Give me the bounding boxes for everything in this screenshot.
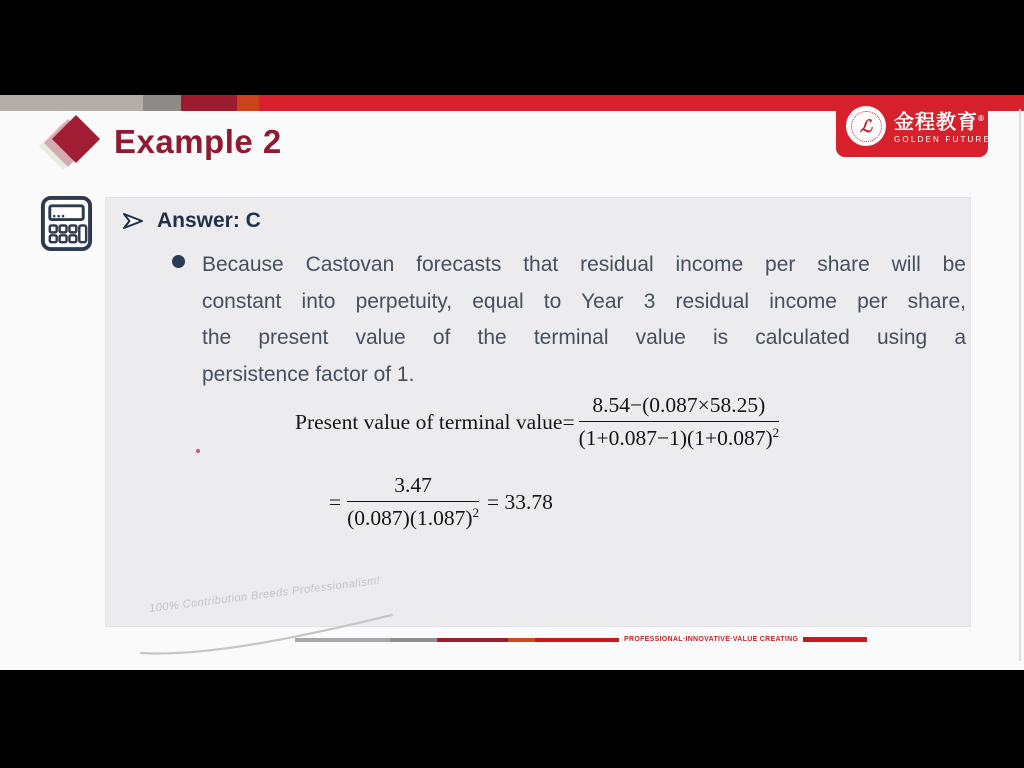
answer-label: Answer: C	[157, 209, 261, 232]
paragraph-line: the present value of the terminal value is calculated using a	[202, 326, 966, 349]
footer-seg-dkgray	[390, 638, 437, 642]
footer-seg-red	[535, 638, 619, 642]
arrow-bullet-icon	[121, 209, 145, 233]
paragraph-line: persistence factor of 1.	[202, 362, 415, 386]
page-title: Example 2	[114, 123, 282, 160]
formula2-fraction	[347, 473, 479, 531]
formula2-equals: =	[329, 489, 342, 514]
paragraph-line: constant into perpetuity, equal to Year 3 residual income per share,	[202, 289, 966, 313]
bar-segment-gray	[143, 95, 181, 111]
calculator-icon	[38, 195, 95, 252]
answer-row	[121, 209, 261, 233]
logo-seal-ring	[851, 111, 882, 142]
bullet-dot-icon	[172, 255, 185, 268]
formula-line-2	[329, 473, 553, 531]
bar-segment-maroon	[181, 95, 237, 111]
footer-decorative-bar	[295, 636, 867, 643]
formula2-denominator-base: (0.087)(1.087)	[347, 506, 473, 531]
explanation-paragraph	[202, 247, 966, 393]
bar-segment-orange	[237, 95, 259, 111]
footer-seg-gray	[295, 638, 390, 642]
formula2-numerator: 3.47	[347, 473, 479, 502]
registered-trademark-mark: ®	[978, 113, 985, 123]
title-row	[44, 113, 282, 171]
watermark-swoosh-line	[136, 611, 398, 657]
footer-end-bar	[803, 637, 867, 642]
presentation-slide	[0, 95, 1024, 670]
formula1-denominator-base: (1+0.087−1)(1+0.087)	[578, 426, 773, 451]
footer-seg-maroon	[437, 638, 508, 642]
formula1-denominator	[579, 422, 780, 451]
formula2-denominator	[347, 502, 479, 531]
formula2-denominator-exponent: 2	[472, 505, 480, 520]
content-panel	[105, 197, 971, 627]
logo-brand-cn-text: 金程教育	[894, 111, 978, 134]
logo-brand-cn	[894, 108, 991, 134]
bar-segment-taupe	[0, 95, 143, 111]
footer-seg-orange	[508, 638, 535, 642]
formula2-result: = 33.78	[487, 489, 553, 514]
paragraph-line: Because Castovan forecasts that residual income per share will be	[202, 253, 966, 276]
formula1-denominator-exponent: 2	[772, 425, 780, 440]
footer-slogan-text: PROFESSIONAL·INNOVATIVE·VALUE CREATING	[624, 636, 799, 643]
formula1-label: Present value of terminal value=	[295, 409, 575, 434]
slide-right-border	[1019, 109, 1021, 661]
logo-text	[894, 108, 991, 145]
formula1-numerator: 8.54−(0.087×58.25)	[579, 393, 780, 422]
formula-line-1	[295, 393, 783, 451]
logo-seal-glyph: ℒ	[859, 116, 873, 136]
stray-red-dot	[196, 449, 200, 453]
formula1-fraction	[579, 393, 780, 451]
logo-brand-en: GOLDEN FUTURE	[894, 135, 992, 145]
watermark-slogan: 100% Contribution Breeds Professionalism!	[148, 574, 381, 615]
logo-seal-icon	[846, 106, 886, 146]
diamond-bullet-icon	[44, 113, 102, 171]
golden-future-logo	[836, 95, 992, 157]
